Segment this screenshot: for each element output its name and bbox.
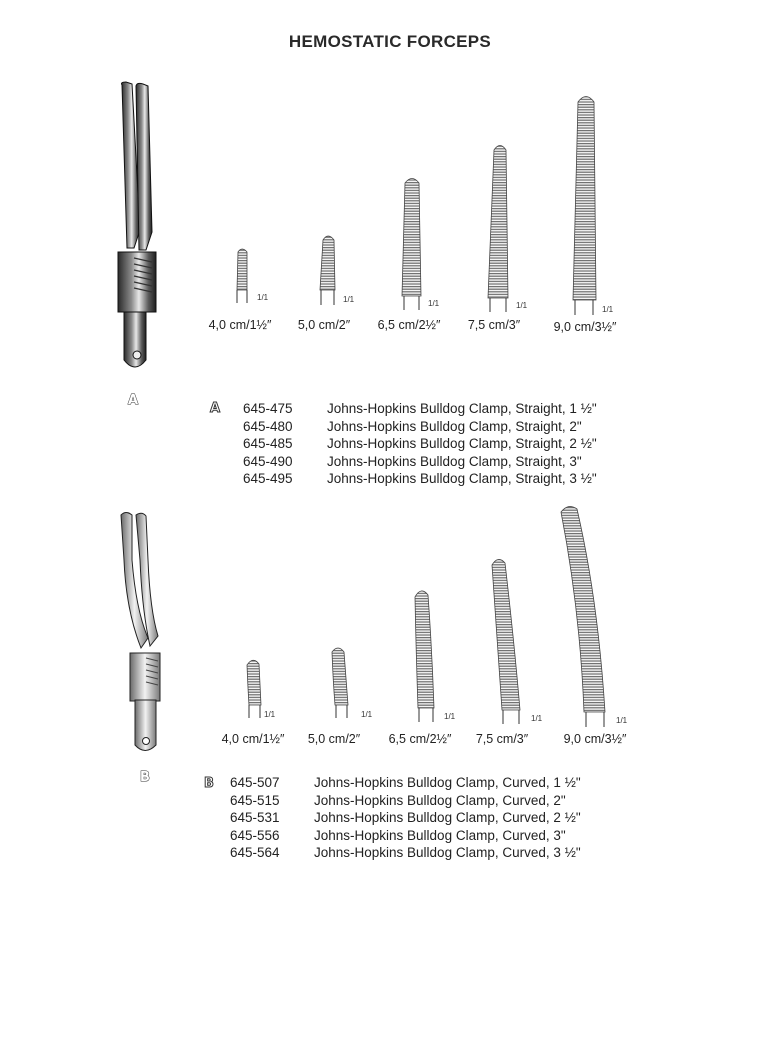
list-item [243,453,597,471]
item-code: 645-507 [230,775,280,790]
clamp-a-full-view [118,82,156,367]
catalog-list-b [230,774,581,862]
list-item [243,470,597,488]
size-label-a-4: 7,5 cm/3″ [467,318,521,332]
scale-label: 1/1 [428,299,440,308]
item-description: Johns-Hopkins Bulldog Clamp, Curved, 2" [314,792,566,808]
scale-label: 1/1 [343,295,355,304]
catalog-letter-b: B [204,776,214,791]
item-description: Johns-Hopkins Bulldog Clamp, Curved, 2 ½" [314,810,581,825]
list-item [230,827,581,845]
scale-label: 1/1 [257,293,269,302]
item-description: Johns-Hopkins Bulldog Clamp, Straight, 3" [327,453,582,469]
item-description: Johns-Hopkins Bulldog Clamp, Curved, 3 ½" [314,845,581,860]
list-item [230,774,581,792]
size-label-a-5: 9,0 cm/3½″ [553,320,617,334]
item-code: 645-495 [243,471,293,486]
jaw-a-6-5cm [402,179,421,311]
item-description: Johns-Hopkins Bulldog Clamp, Straight, 1 ½" [327,401,597,416]
size-label-a-2: 5,0 cm/2″ [297,318,351,332]
jaw-b-4cm [247,660,261,718]
list-item [243,400,597,418]
page-title: HEMOSTATIC FORCEPS [288,32,492,51]
catalog-list-a [243,400,597,488]
scale-label: 1/1 [361,710,373,719]
item-description: Johns-Hopkins Bulldog Clamp, Straight, 2" [327,418,582,434]
size-label-b-3: 6,5 cm/2½″ [388,732,452,746]
jaw-a-4cm [237,249,247,303]
size-label-a-3: 6,5 cm/2½″ [377,318,441,332]
list-item [230,792,581,810]
list-item [230,844,581,862]
scale-label: 1/1 [531,714,543,723]
jaw-b-6-5cm [415,591,434,722]
scale-label: 1/1 [616,716,628,725]
size-label-b-5: 9,0 cm/3½″ [563,732,627,746]
size-label-b-2: 5,0 cm/2″ [307,732,361,746]
list-item [243,418,597,436]
jaw-a-9cm [573,97,596,316]
scale-label: 1/1 [602,305,614,314]
item-description: Johns-Hopkins Bulldog Clamp, Straight, 2 ½" [327,436,597,451]
scale-label: 1/1 [444,712,456,721]
item-code: 645-556 [230,827,280,843]
jaw-a-7-5cm [488,146,508,313]
clamp-b-full-view [121,513,160,751]
item-code: 645-515 [230,792,280,808]
size-label-b-1: 4,0 cm/1½″ [221,732,285,746]
scale-label: 1/1 [264,710,276,719]
item-code: 645-490 [243,453,293,469]
item-code: 645-531 [230,810,280,825]
item-code: 645-485 [243,436,293,451]
item-description: Johns-Hopkins Bulldog Clamp, Curved, 3" [314,827,566,843]
item-code: 645-480 [243,418,293,434]
size-label-a-1: 4,0 cm/1½″ [208,318,272,332]
scale-label: 1/1 [516,301,528,310]
item-description: Johns-Hopkins Bulldog Clamp, Curved, 1 ½" [314,775,581,790]
section-letter-a: A [128,393,139,408]
size-jaws-b [247,507,605,727]
item-description: Johns-Hopkins Bulldog Clamp, Straight, 3 ½" [327,471,597,486]
size-jaws-a [237,97,596,316]
item-code: 645-564 [230,845,280,860]
item-code: 645-475 [243,401,293,416]
list-item [230,809,581,827]
size-label-b-4: 7,5 cm/3″ [475,732,529,746]
list-item [243,435,597,453]
jaw-b-9cm [561,507,605,727]
catalog-letter-a: A [210,401,221,416]
jaw-a-5cm [320,236,335,305]
jaw-b-7-5cm [492,559,520,724]
section-letter-b: B [140,770,150,785]
jaw-b-5cm [332,648,348,718]
